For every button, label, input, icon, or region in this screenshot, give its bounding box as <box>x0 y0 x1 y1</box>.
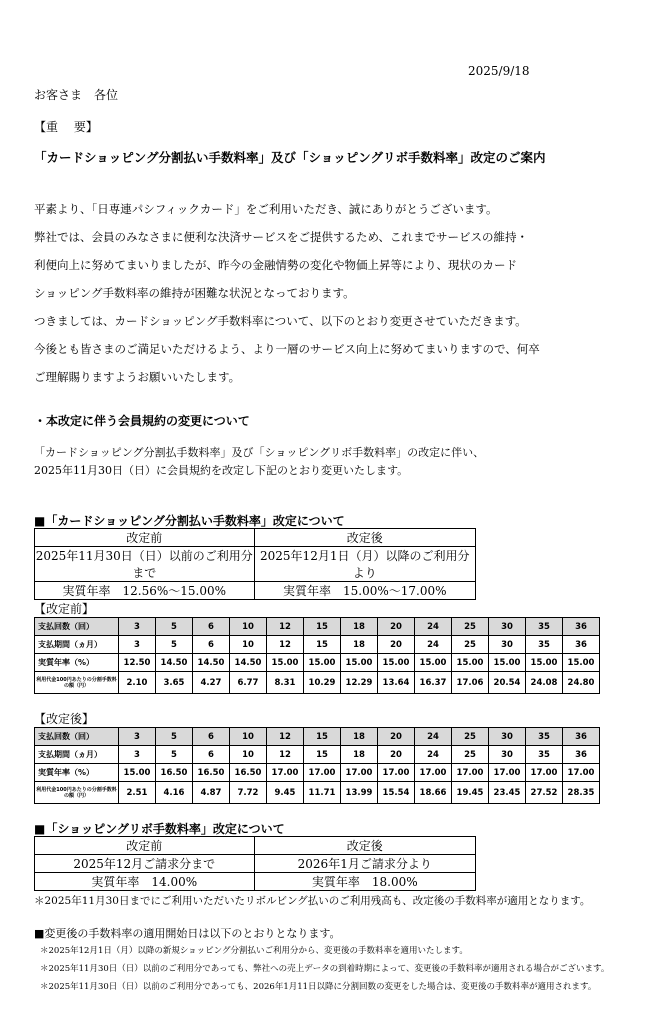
after-table-label: 【改定後】 <box>34 712 95 726</box>
col-after: 改定後 <box>254 529 476 547</box>
table-cell: 27.52 <box>526 782 563 804</box>
note-item: ＊2025年11月30日（日）以前のご利用分であっても、2026年1月11日以降に分割回数の変更をした場合は、変更後の手数料率が適用されます。 <box>40 982 597 992</box>
after-rate: 実質年率 15.00%～17.00% <box>254 582 476 600</box>
table-cell: 17.00 <box>304 764 341 782</box>
table-cell: 10.29 <box>304 672 341 694</box>
row-label: 利用代金100円あたりの分割手数料の額（円） <box>35 672 119 694</box>
note-item: ＊2025年11月30日（日）以前のご利用分であっても、弊社への売上データの到着時期によって、変更後の手数料率が適用される場合がございます。 <box>40 964 610 974</box>
table-cell: 24 <box>415 636 452 654</box>
col-after: 改定後 <box>254 837 476 855</box>
before-rate: 実質年率 14.00% <box>35 873 255 891</box>
after-period: 2026年1月ご請求分より <box>254 855 476 873</box>
table-cell: 18 <box>341 636 378 654</box>
section-line: 2025年11月30日（日）に会員規約を改定し下記のとおり変更いたします。 <box>34 464 409 477</box>
table-cell: 18 <box>341 728 378 746</box>
row-fees <box>35 672 600 694</box>
table-cell: 17.00 <box>489 764 526 782</box>
after-rate: 実質年率 18.00% <box>254 873 476 891</box>
table-cell: 5 <box>156 728 193 746</box>
table-cell: 12.50 <box>119 654 156 672</box>
table-cell: 24 <box>415 618 452 636</box>
before-rate-table <box>34 617 600 694</box>
table-cell: 36 <box>563 636 600 654</box>
table-cell: 28.35 <box>563 782 600 804</box>
table-cell: 16.37 <box>415 672 452 694</box>
before-rate: 実質年率 12.56%～15.00% <box>35 582 255 600</box>
table-cell: 12 <box>267 728 304 746</box>
table-cell: 30 <box>489 746 526 764</box>
row-counts <box>35 728 600 746</box>
table-cell: 4.27 <box>193 672 230 694</box>
table-cell: 17.00 <box>526 764 563 782</box>
table-cell: 10 <box>230 618 267 636</box>
table-cell: 2.51 <box>119 782 156 804</box>
importance-label: 【重 要】 <box>34 120 98 134</box>
intro-line: 利便向上に努めてまいりましたが、昨今の金融情勢の変化や物価上昇等により、現状のカード <box>34 258 517 272</box>
table-cell: 7.72 <box>230 782 267 804</box>
table-cell: 25 <box>452 728 489 746</box>
table-cell: 15.00 <box>341 654 378 672</box>
table-cell: 18 <box>341 746 378 764</box>
table-cell: 20 <box>378 636 415 654</box>
row-rates <box>35 764 600 782</box>
table-cell: 17.00 <box>378 764 415 782</box>
row-periods <box>35 746 600 764</box>
after-period: 2025年12月1日（月）以降のご利用分より <box>254 547 476 582</box>
table-cell: 30 <box>489 728 526 746</box>
before-period: 2025年12月ご請求分まで <box>35 855 255 873</box>
row-label: 支払回数（回） <box>35 618 119 636</box>
table-cell: 19.45 <box>452 782 489 804</box>
table-cell: 36 <box>563 746 600 764</box>
section-line: 「カードショッピング分割払手数料率」及び「ショッピングリボ手数料率」の改定に伴い、 <box>34 446 485 459</box>
document-title: 「カードショッピング分割払い手数料率」及び「ショッピングリボ手数料率」改定のご案内 <box>34 150 546 165</box>
row-label: 利用代金100円あたりの分割手数料の額（円） <box>35 782 119 804</box>
row-label: 支払期間（ヵ月） <box>35 746 119 764</box>
table-cell: 15.00 <box>563 654 600 672</box>
table-cell: 15 <box>304 636 341 654</box>
table-cell: 12.29 <box>341 672 378 694</box>
table-cell: 15.00 <box>304 654 341 672</box>
table-cell: 3.65 <box>156 672 193 694</box>
table-cell: 10 <box>230 728 267 746</box>
table-cell: 15.00 <box>267 654 304 672</box>
table-cell: 35 <box>526 746 563 764</box>
table-cell: 11.71 <box>304 782 341 804</box>
table-cell: 17.00 <box>415 764 452 782</box>
table-cell: 4.16 <box>156 782 193 804</box>
table-cell: 15 <box>304 746 341 764</box>
intro-line: ショッピング手数料率の維持が困難な状況となっております。 <box>34 286 355 300</box>
table-cell: 35 <box>526 728 563 746</box>
table-cell: 6 <box>193 746 230 764</box>
table-cell: 15.00 <box>526 654 563 672</box>
table-cell: 24 <box>415 728 452 746</box>
table-cell: 17.00 <box>267 764 304 782</box>
table-cell: 12 <box>267 746 304 764</box>
table-cell: 18 <box>341 618 378 636</box>
table-cell: 13.99 <box>341 782 378 804</box>
row-label: 支払期間（ヵ月） <box>35 636 119 654</box>
installment-heading: ■「カードショッピング分割払い手数料率」改定について <box>34 514 345 528</box>
table-cell: 5 <box>156 636 193 654</box>
row-fees <box>35 782 600 804</box>
document-date: 2025/9/18 <box>468 64 530 78</box>
table-cell: 36 <box>563 618 600 636</box>
table-cell: 5 <box>156 746 193 764</box>
notes-heading: ■変更後の手数料率の適用開始日は以下のとおりとなります。 <box>34 927 341 940</box>
table-cell: 30 <box>489 636 526 654</box>
table-cell: 6 <box>193 728 230 746</box>
table-cell: 15.00 <box>489 654 526 672</box>
table-cell: 8.31 <box>267 672 304 694</box>
table-cell: 5 <box>156 618 193 636</box>
table-cell: 3 <box>119 618 156 636</box>
table-cell: 18.66 <box>415 782 452 804</box>
table-cell: 2.10 <box>119 672 156 694</box>
revolving-heading: ■「ショッピングリボ手数料率」改定について <box>34 822 285 836</box>
section-heading: ・本改定に伴う会員規約の変更について <box>34 414 250 428</box>
table-cell: 23.45 <box>489 782 526 804</box>
table-cell: 15.00 <box>119 764 156 782</box>
table-cell: 17.06 <box>452 672 489 694</box>
table-cell: 10 <box>230 746 267 764</box>
revolving-note: ＊2025年11月30日までにご利用いただいたリボルビング払いのご利用残高も、改定後の手数料率が適用となります。 <box>34 895 591 907</box>
note-item: ＊2025年12月1日（月）以降の新規ショッピング分割払いご利用分から、変更後の手数料率を適用いたします。 <box>40 946 468 956</box>
row-rates <box>35 654 600 672</box>
table-cell: 15 <box>304 618 341 636</box>
table-cell: 20 <box>378 746 415 764</box>
table-cell: 20 <box>378 728 415 746</box>
row-label: 実質年率（%） <box>35 654 119 672</box>
table-cell: 4.87 <box>193 782 230 804</box>
before-period: 2025年11月30日（日）以前のご利用分まで <box>35 547 255 582</box>
table-cell: 15.54 <box>378 782 415 804</box>
table-cell: 20.54 <box>489 672 526 694</box>
table-cell: 20 <box>378 618 415 636</box>
table-cell: 25 <box>452 746 489 764</box>
after-rate-table <box>34 727 600 804</box>
table-cell: 15.00 <box>378 654 415 672</box>
row-label: 実質年率（%） <box>35 764 119 782</box>
row-counts <box>35 618 600 636</box>
addressee: お客さま 各位 <box>34 88 119 102</box>
intro-line: 平素より、「日専連パシフィックカード」をご利用いただき、誠にありがとうございます。 <box>34 202 498 216</box>
installment-rate-table <box>34 528 476 600</box>
table-cell: 16.50 <box>193 764 230 782</box>
table-cell: 24.80 <box>563 672 600 694</box>
table-cell: 10 <box>230 636 267 654</box>
intro-line: 弊社では、会員のみなさまに便利な決済サービスをご提供するため、これまでサービスの維持・ <box>34 230 529 244</box>
table-cell: 17.00 <box>452 764 489 782</box>
table-cell: 15 <box>304 728 341 746</box>
table-cell: 24 <box>415 746 452 764</box>
table-cell: 17.00 <box>563 764 600 782</box>
col-before: 改定前 <box>35 529 255 547</box>
intro-line: ご理解賜りますようお願いいたします。 <box>34 370 241 384</box>
table-cell: 13.64 <box>378 672 415 694</box>
table-cell: 35 <box>526 618 563 636</box>
table-cell: 3 <box>119 746 156 764</box>
intro-line: 今後とも皆さまのご満足いただけるよう、より一層のサービス向上に努めてまいりますので、何卒 <box>34 342 540 356</box>
row-label: 支払回数（回） <box>35 728 119 746</box>
table-cell: 15.00 <box>415 654 452 672</box>
table-cell: 3 <box>119 636 156 654</box>
row-periods <box>35 636 600 654</box>
table-cell: 3 <box>119 728 156 746</box>
table-cell: 24.08 <box>526 672 563 694</box>
table-cell: 16.50 <box>230 764 267 782</box>
table-cell: 12 <box>267 618 304 636</box>
before-table-label: 【改定前】 <box>34 602 95 616</box>
col-before: 改定前 <box>35 837 255 855</box>
table-cell: 6 <box>193 618 230 636</box>
table-cell: 6.77 <box>230 672 267 694</box>
table-cell: 30 <box>489 618 526 636</box>
table-cell: 12 <box>267 636 304 654</box>
table-cell: 6 <box>193 636 230 654</box>
revolving-rate-table <box>34 836 476 891</box>
table-cell: 14.50 <box>156 654 193 672</box>
table-cell: 25 <box>452 636 489 654</box>
table-cell: 16.50 <box>156 764 193 782</box>
intro-line: つきましては、カードショッピング手数料率について、以下のとおり変更させていただきます。 <box>34 314 527 328</box>
table-cell: 35 <box>526 636 563 654</box>
table-cell: 36 <box>563 728 600 746</box>
table-cell: 15.00 <box>452 654 489 672</box>
table-cell: 9.45 <box>267 782 304 804</box>
table-cell: 14.50 <box>193 654 230 672</box>
table-cell: 17.00 <box>341 764 378 782</box>
table-cell: 25 <box>452 618 489 636</box>
table-cell: 14.50 <box>230 654 267 672</box>
